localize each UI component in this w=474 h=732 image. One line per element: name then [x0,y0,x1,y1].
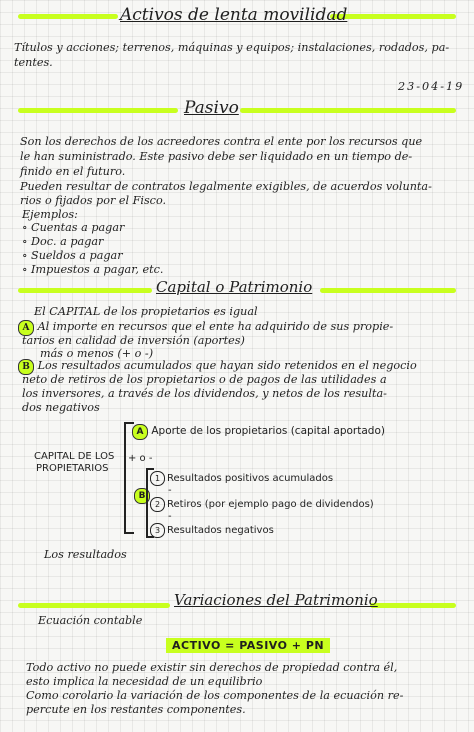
minus-sign: - [168,485,172,496]
text-line: Los resultados [44,548,127,561]
text-line: A Al importe en recursos que el ente ha adquirido de sus propie- [18,320,393,336]
text-line: Son los derechos de los acreedores contra el ente por los recursos que [20,135,423,148]
text-line: dos negativos [22,401,100,414]
highlight-rule [18,14,118,19]
diagram-item: 2 Retiros (por ejemplo pago de dividendos) [150,497,374,512]
diagram-item-a: A Aporte de los propietarios (capital aportado) [132,424,385,440]
equation: ACTIVO = PASIVO + PN [166,638,330,653]
text-line: Pueden resultar de contratos legalmente exigibles, de acuerdos volunta- [20,180,432,193]
highlight-rule [18,603,170,608]
highlight-rule [370,603,456,608]
minus-sign: - [168,511,172,522]
highlight-rule [18,108,178,113]
badge-b: B [18,359,34,375]
text-line: más o menos (+ o -) [40,347,154,360]
section-title-capital: Capital o Patrimonio [156,278,313,296]
text-line: B Los resultados acumulados que hayan sido retenidos en el negocio [18,359,417,375]
text-line: tarios en calidad de inversión (aportes) [22,334,245,347]
diagram-label: PROPIETARIOS [36,463,109,474]
highlight-rule [240,108,456,113]
subtitle: Ecuación contable [38,614,143,627]
text-line: neto de retiros de los propietarios o de pagos de las utilidades a [22,373,387,386]
text-line: Como corolario la variación de los componentes de la ecuación re- [26,689,404,702]
text-line: rios o fijados por el Fisco. [20,194,167,207]
section-title-activos: Activos de lenta movilidad [120,5,348,25]
text-line: tentes. [14,56,53,69]
diagram-item: 3 Resultados negativos [150,523,274,538]
badge-b: B [134,488,150,504]
text-line: los inversores, a través de los dividendos, y netos de los resulta- [22,387,387,400]
text-line: esto implica la necesidad de un equilibrio [26,675,263,688]
list-item: ∘ Sueldos a pagar [22,249,123,262]
text-line: percute en los restantes componentes. [26,703,246,716]
highlight-rule [330,14,456,19]
text-line: Todo activo no puede existir sin derechos de propiedad contra él, [26,661,398,674]
highlight-rule [320,288,456,293]
section-title-variaciones: Variaciones del Patrimonio [174,591,378,609]
list-item: ∘ Impuestos a pagar, etc. [22,263,164,276]
plus-minus: + o - [128,453,153,464]
diagram-label: CAPITAL DE LOS [34,451,115,462]
highlight-rule [18,288,152,293]
badge-a: A [132,424,148,440]
text-line: le han suministrado. Este pasivo debe ser liquidado en un tiempo de- [20,150,413,163]
examples-label: Ejemplos: [22,208,78,221]
section-title-pasivo: Pasivo [184,98,239,118]
list-item: ∘ Doc. a pagar [22,235,104,248]
text-line: El CAPITAL de los propietarios es igual [34,305,258,318]
diagram-item: 1 Resultados positivos acumulados [150,471,333,486]
list-item: ∘ Cuentas a pagar [22,221,125,234]
badge-a: A [18,320,34,336]
text-line: Títulos y acciones; terrenos, máquinas y equipos; instalaciones, rodados, pa- [14,41,450,54]
date: 23-04-19 [398,80,465,93]
text-line: finido en el futuro. [20,165,126,178]
